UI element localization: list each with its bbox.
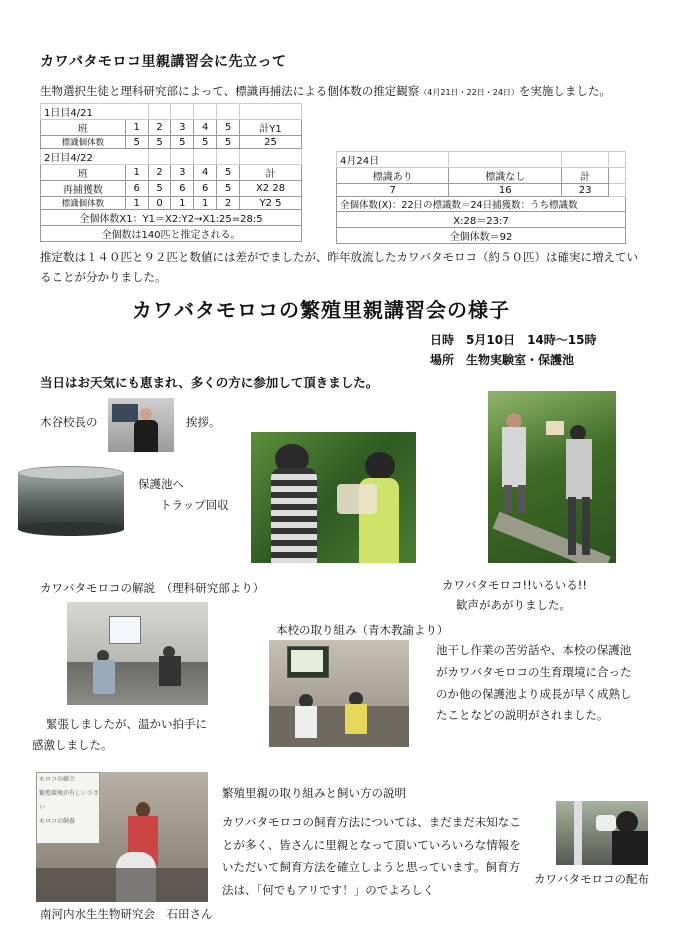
pond-tank-photo xyxy=(18,466,124,536)
caption-cheer: 歓声があがりました。 xyxy=(456,598,571,612)
caption-principal-b: 挨拶。 xyxy=(186,415,221,429)
cell: 5 xyxy=(125,136,148,149)
caption-pond-b: トラップ回収 xyxy=(160,498,229,512)
cell: 6 xyxy=(171,181,194,197)
result-left: 全個数は140匹と推定される。 xyxy=(41,226,302,242)
slide-line: モロコの確立 xyxy=(39,776,76,783)
intro-text xyxy=(40,83,611,99)
cell: 2 xyxy=(148,120,171,136)
result-right: 全個体数＝92 xyxy=(337,228,626,244)
cell: 4 xyxy=(194,165,217,181)
cell: 計 xyxy=(561,168,608,184)
cell: 1 xyxy=(194,197,217,210)
census-table-right xyxy=(336,151,626,244)
cell: 3 xyxy=(171,120,194,136)
intro-after: を実施しました。 xyxy=(518,84,611,98)
caption-pond-a: 保護池へ xyxy=(138,477,184,491)
slide-line: モロコの飼養 xyxy=(39,818,76,825)
intro-before: 生物選択生徒と理科研究部によって、標識再捕法による個体数の推定観察 xyxy=(40,84,420,98)
slide-line: 繁殖環境が有しい下さい xyxy=(39,790,100,811)
speaker-photo xyxy=(36,772,208,902)
classroom-photo xyxy=(269,640,409,747)
cell: 標識個体数 xyxy=(41,197,126,210)
cell: 6 xyxy=(194,181,217,197)
cell: 1 xyxy=(125,165,148,181)
cell: 再捕獲数 xyxy=(41,181,126,197)
cell: 1 xyxy=(125,197,148,210)
pond-photo xyxy=(488,391,616,563)
date-label: 日時 xyxy=(430,333,455,347)
cell: 7 xyxy=(337,184,449,197)
intro-dates: （4月21日・22日・24日） xyxy=(419,88,519,97)
caption-explain: カワバタモロコの解説 （理科研究部より） xyxy=(40,581,265,595)
cell: 4 xyxy=(194,120,217,136)
caption-nervous-b: 感激しました。 xyxy=(32,738,113,752)
section-title: カワバタモロコ里親講習会に先立って xyxy=(40,54,287,70)
caption-speaker: 南河内水生生物研究会 石田さん xyxy=(40,907,213,921)
day1-label: 1日目4/21 xyxy=(41,104,149,120)
event-place xyxy=(430,351,574,368)
cell: 23 xyxy=(561,184,608,197)
cell: 2 xyxy=(217,197,240,210)
day2-label: 2日目4/22 xyxy=(41,149,149,165)
cell: 0 xyxy=(148,197,171,210)
cell: 班 xyxy=(41,120,126,136)
principal-photo xyxy=(108,398,174,452)
trap-photo xyxy=(251,432,416,563)
lecture-photo xyxy=(67,602,208,705)
cell: 5 xyxy=(148,136,171,149)
cell: 5 xyxy=(217,181,240,197)
cell: 1 xyxy=(125,120,148,136)
caption-school: 本校の取り組み（青木教諭より） xyxy=(276,623,449,637)
cell: 5 xyxy=(217,136,240,149)
caption-nervous-a: 緊張しましたが、温かい拍手に xyxy=(46,717,207,731)
place-label: 場所 xyxy=(430,353,455,367)
cell: 2 xyxy=(148,165,171,181)
event-title: カワバタモロコの繁殖里親講習会の様子 xyxy=(132,298,510,322)
ratio-right: X:28＝23:7 xyxy=(337,212,626,228)
distribution-photo xyxy=(556,801,648,865)
cell: 計Y1 xyxy=(240,120,302,136)
cell: 標識あり xyxy=(337,168,449,184)
cell: 計 xyxy=(240,165,302,181)
conclusion-text: 推定数は１４０匹と９２匹と数値には差がでましたが、昨年放流したカワバタモロコ（約５０匹）は確実に増えていることが分かりました。 xyxy=(40,250,638,284)
day3-label: 4月24日 xyxy=(337,152,449,168)
caption-principal-a: 木谷校長の xyxy=(40,415,98,429)
slide xyxy=(36,772,100,844)
cell: 5 xyxy=(171,136,194,149)
cell: 5 xyxy=(217,165,240,181)
weather-note: 当日はお天気にも恵まれ、多くの方に参加して頂きました。 xyxy=(40,375,379,390)
date-value: 5月10日 14時～15時 xyxy=(466,333,597,347)
cell: 6 xyxy=(125,181,148,197)
event-date xyxy=(430,331,596,348)
cell: 標識個体数 xyxy=(41,136,126,149)
cell: 3 xyxy=(171,165,194,181)
breeding-title: 繁殖里親の取り組みと飼い方の説明 xyxy=(222,786,406,800)
cell: 25 xyxy=(240,136,302,149)
census-table-left xyxy=(40,103,302,242)
cell: 標識なし xyxy=(449,168,561,184)
caption-distribution: カワバタモロコの配布 xyxy=(534,872,649,886)
cell: 5 xyxy=(148,181,171,197)
formula-left: 全個体数X1：Y1＝X2:Y2→X1:25=28:5 xyxy=(41,210,302,226)
cell: Y2 5 xyxy=(240,197,302,210)
breeding-text: カワバタモロコの飼育方法については、まだまだ未知なことが多く、皆さんに里親となって頂いていろいろな情報をいただいて飼育方法を確立しようと思っています。飼育方法は、「何でもアリです！」のでよろしく xyxy=(222,815,521,897)
formula-right: 全個体数(X)：22日の標識数＝24日捕獲数：うち標識数 xyxy=(337,197,626,212)
place-value: 生物実験室・保護池 xyxy=(466,353,575,367)
cell: 班 xyxy=(41,165,126,181)
cell: 16 xyxy=(449,184,561,197)
school-text: 池干し作業の苦労話や、本校の保護池がカワバタモロコの生育環境に合ったのか他の保護池より成長が早く成熟したことなどの説明がされました。 xyxy=(436,643,632,723)
caption-found: カワバタモロコ!!いるいる!! xyxy=(442,578,587,592)
cell: 5 xyxy=(217,120,240,136)
cell: 1 xyxy=(171,197,194,210)
cell: X2 28 xyxy=(240,181,302,197)
cell: 5 xyxy=(194,136,217,149)
